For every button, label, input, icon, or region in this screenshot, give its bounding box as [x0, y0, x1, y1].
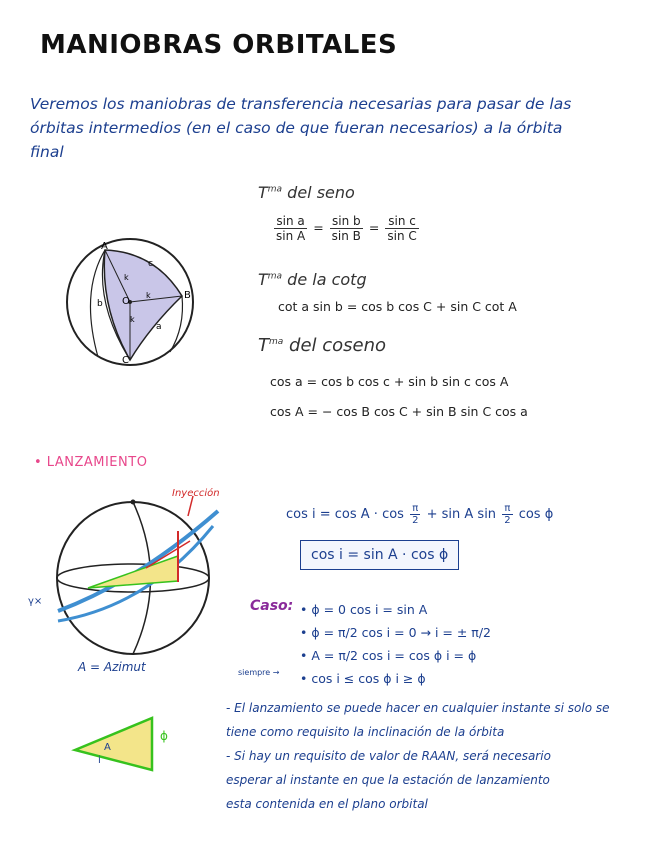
theorem-cotg-title: $T^{ma}$ de la cotg	[258, 270, 367, 289]
triangle-i-label: i	[98, 755, 101, 766]
launch-sphere-diagram	[28, 486, 238, 666]
note-line-2: tiene como requisito la inclinación de la órbita	[226, 725, 505, 739]
label-b: b	[97, 299, 103, 309]
note-line-1: - El lanzamiento se puede hacer en cualquier instante si solo se	[226, 701, 610, 715]
label-C: C	[122, 355, 129, 366]
label-k2: k	[146, 291, 151, 300]
label-B: B	[184, 290, 191, 301]
caso-3: • A = π/2 cos i = cos ϕ i = ϕ	[300, 648, 477, 663]
theorem-seno-title: $T^{ma}$ del seno	[258, 183, 355, 202]
caso-4: • cos i ≤ cos ϕ i ≥ ϕ	[300, 671, 426, 686]
siempre-label: siempre →	[238, 668, 280, 677]
gamma-label: γ×	[28, 596, 43, 607]
section-lanzamiento-heading: • LANZAMIENTO	[34, 455, 148, 470]
cosi-boxed-formula: cos i = sin A · cos ϕ	[300, 540, 459, 570]
triangle-A-label: A	[104, 742, 111, 753]
note-line-3: - Si hay un requisito de valor de RAAN, será necesario	[226, 749, 551, 763]
inyeccion-label: Inyección	[172, 488, 220, 499]
label-k3: k	[130, 315, 135, 324]
theorem-coseno-title: $T^{ma}$ del coseno	[258, 335, 387, 356]
theorem-cotg-formula: cot a sin b = cos b cos C + sin C cot A	[278, 299, 517, 314]
theorem-coseno-formula1: cos a = cos b cos c + sin b sin c cos A	[270, 374, 509, 389]
label-k1: k	[124, 273, 129, 282]
intro-paragraph: Veremos los maniobras de transferencia necesarias para pasar de las órbitas intermedios (en el caso de que fueran necesarios) a la órbita final	[30, 95, 572, 161]
cosi-formula: cos i = cos A · cos $\frac{\pi}{2}$ + sin A sin $\frac{\pi}{2}$ cos ϕ	[286, 503, 554, 526]
note-line-4: esperar al instante en que la estación de lanzamiento	[226, 773, 550, 787]
label-c: c	[148, 259, 153, 269]
spherical-triangle-diagram	[60, 232, 200, 372]
azimuth-triangle-diagram	[70, 710, 180, 780]
note-line-5: esta contenida en el plano orbital	[226, 797, 428, 811]
page-title: MANIOBRAS ORBITALES	[40, 30, 398, 60]
theorem-seno-formula: $\frac{\text{sin a}}{\text{sin A}}$ = $\frac{\text{sin b}}{\text{sin B}}$ = $\frac{\text{sin c}}{\text{sin C}}$	[276, 214, 417, 243]
label-O: O	[122, 296, 130, 307]
label-a: a	[156, 322, 162, 332]
casos-list	[300, 598, 491, 690]
notes-block	[226, 696, 646, 816]
casos-label: Caso:	[250, 598, 294, 614]
azimut-label: A = Azimut	[78, 660, 146, 674]
caso-1: • ϕ = 0 cos i = sin A	[300, 602, 428, 617]
triangle-phi-label: ϕ	[160, 729, 168, 743]
label-A: A	[101, 241, 108, 252]
theorem-coseno-formula2: cos A = − cos B cos C + sin B sin C cos a	[270, 404, 528, 419]
caso-2: • ϕ = π/2 cos i = 0 → i = ± π/2	[300, 625, 491, 640]
